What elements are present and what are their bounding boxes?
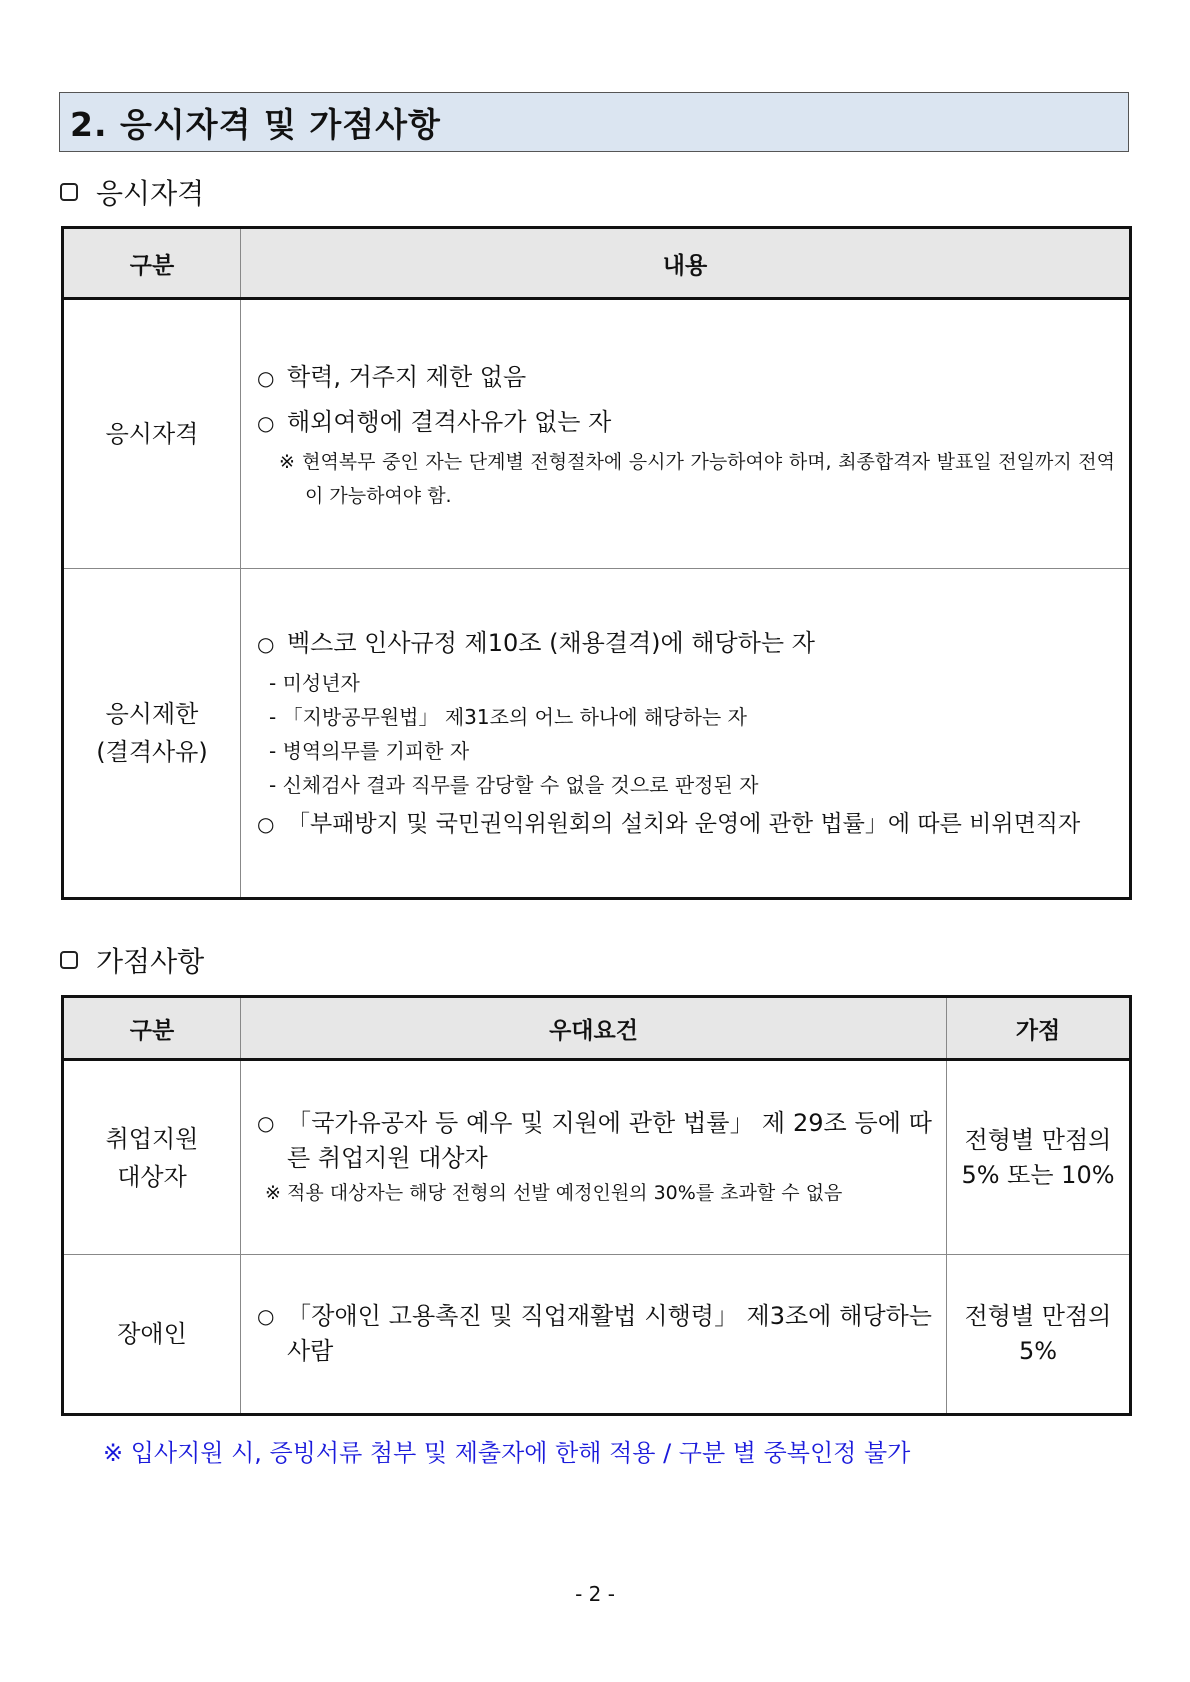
list-item: ○ 「국가유공자 등 예우 및 지원에 관한 법률」 제 29조 등에 따른 취업지원 대상자 bbox=[257, 1106, 932, 1176]
row-content bbox=[241, 1255, 947, 1415]
col-header-points: 가점 bbox=[947, 997, 1131, 1060]
col-header-category: 구분 bbox=[63, 997, 241, 1060]
circle-bullet-icon: ○ bbox=[257, 411, 275, 435]
square-bullet-icon bbox=[60, 183, 78, 201]
row-points: 전형별 만점의 5% bbox=[947, 1255, 1131, 1415]
list-subitem: - 「지방공무원법」 제31조의 어느 하나에 해당하는 자 bbox=[269, 704, 747, 729]
row-content bbox=[241, 569, 1131, 899]
row-content bbox=[241, 1060, 947, 1255]
row-category: 응시제한 (결격사유) bbox=[63, 569, 241, 899]
circle-bullet-icon: ○ bbox=[257, 366, 275, 390]
square-bullet-icon bbox=[60, 951, 78, 969]
row-content bbox=[241, 299, 1131, 569]
section-heading-qualification bbox=[60, 172, 204, 212]
list-item: ○ 「장애인 고용촉진 및 직업재활법 시행령」 제3조에 해당하는 사람 bbox=[257, 1299, 932, 1369]
list-item: ○ 해외여행에 결격사유가 없는 자 bbox=[257, 400, 1115, 445]
table-row bbox=[63, 1255, 1131, 1415]
circle-bullet-icon: ○ bbox=[257, 1110, 275, 1135]
section-heading-bonus bbox=[60, 940, 204, 980]
circle-bullet-icon: ○ bbox=[257, 1304, 275, 1328]
row-category: 장애인 bbox=[63, 1255, 241, 1415]
circle-bullet-icon: ○ bbox=[257, 811, 275, 836]
list-item: ○ 학력, 거주지 제한 없음 bbox=[257, 355, 1115, 400]
footnote: ※ 입사지원 시, 증빙서류 첨부 및 제출자에 한해 적용 / 구분 별 중복인정 불가 bbox=[103, 1439, 911, 1467]
col-header-content: 내용 bbox=[241, 228, 1131, 299]
table-row bbox=[63, 299, 1131, 569]
qualification-table bbox=[61, 226, 1132, 900]
page-number: - 2 - bbox=[575, 1582, 615, 1606]
page-title: 2. 응시자격 및 가점사항 bbox=[70, 104, 441, 144]
list-item: ○ 벡스코 인사규정 제10조 (채용결격)에 해당하는 자 bbox=[257, 621, 1115, 666]
section-heading-label: 가점사항 bbox=[96, 945, 205, 978]
col-header-category: 구분 bbox=[63, 228, 241, 299]
col-header-requirement: 우대요건 bbox=[241, 997, 947, 1060]
table-row bbox=[63, 569, 1131, 899]
list-subitem: - 신체검사 결과 직무를 감당할 수 없을 것으로 판정된 자 bbox=[269, 772, 759, 797]
row-category: 응시자격 bbox=[63, 299, 241, 569]
list-subitem: - 병역의무를 기피한 자 bbox=[269, 738, 470, 763]
row-category: 취업지원 대상자 bbox=[63, 1060, 241, 1255]
note-text: ※ 적용 대상자는 해당 전형의 선발 예정인원의 30%를 초과할 수 없음 bbox=[265, 1181, 843, 1204]
circle-bullet-icon: ○ bbox=[257, 631, 275, 656]
row-points: 전형별 만점의 5% 또는 10% bbox=[947, 1060, 1131, 1255]
note-text: ※ 현역복무 중인 자는 단계별 전형절차에 응시가 가능하여야 하며, 최종합격자 발표일 전일까지 전역이 가능하여야 함. bbox=[279, 451, 1115, 507]
section-heading-label: 응시자격 bbox=[96, 177, 205, 210]
list-subitem: - 미성년자 bbox=[269, 670, 360, 695]
table-row bbox=[63, 1060, 1131, 1255]
list-item: ○ 「부패방지 및 국민권익위원회의 설치와 운영에 관한 법률」에 따른 비위면직자 bbox=[257, 802, 1115, 846]
bonus-table bbox=[61, 995, 1132, 1416]
section-title-bar bbox=[59, 92, 1129, 152]
